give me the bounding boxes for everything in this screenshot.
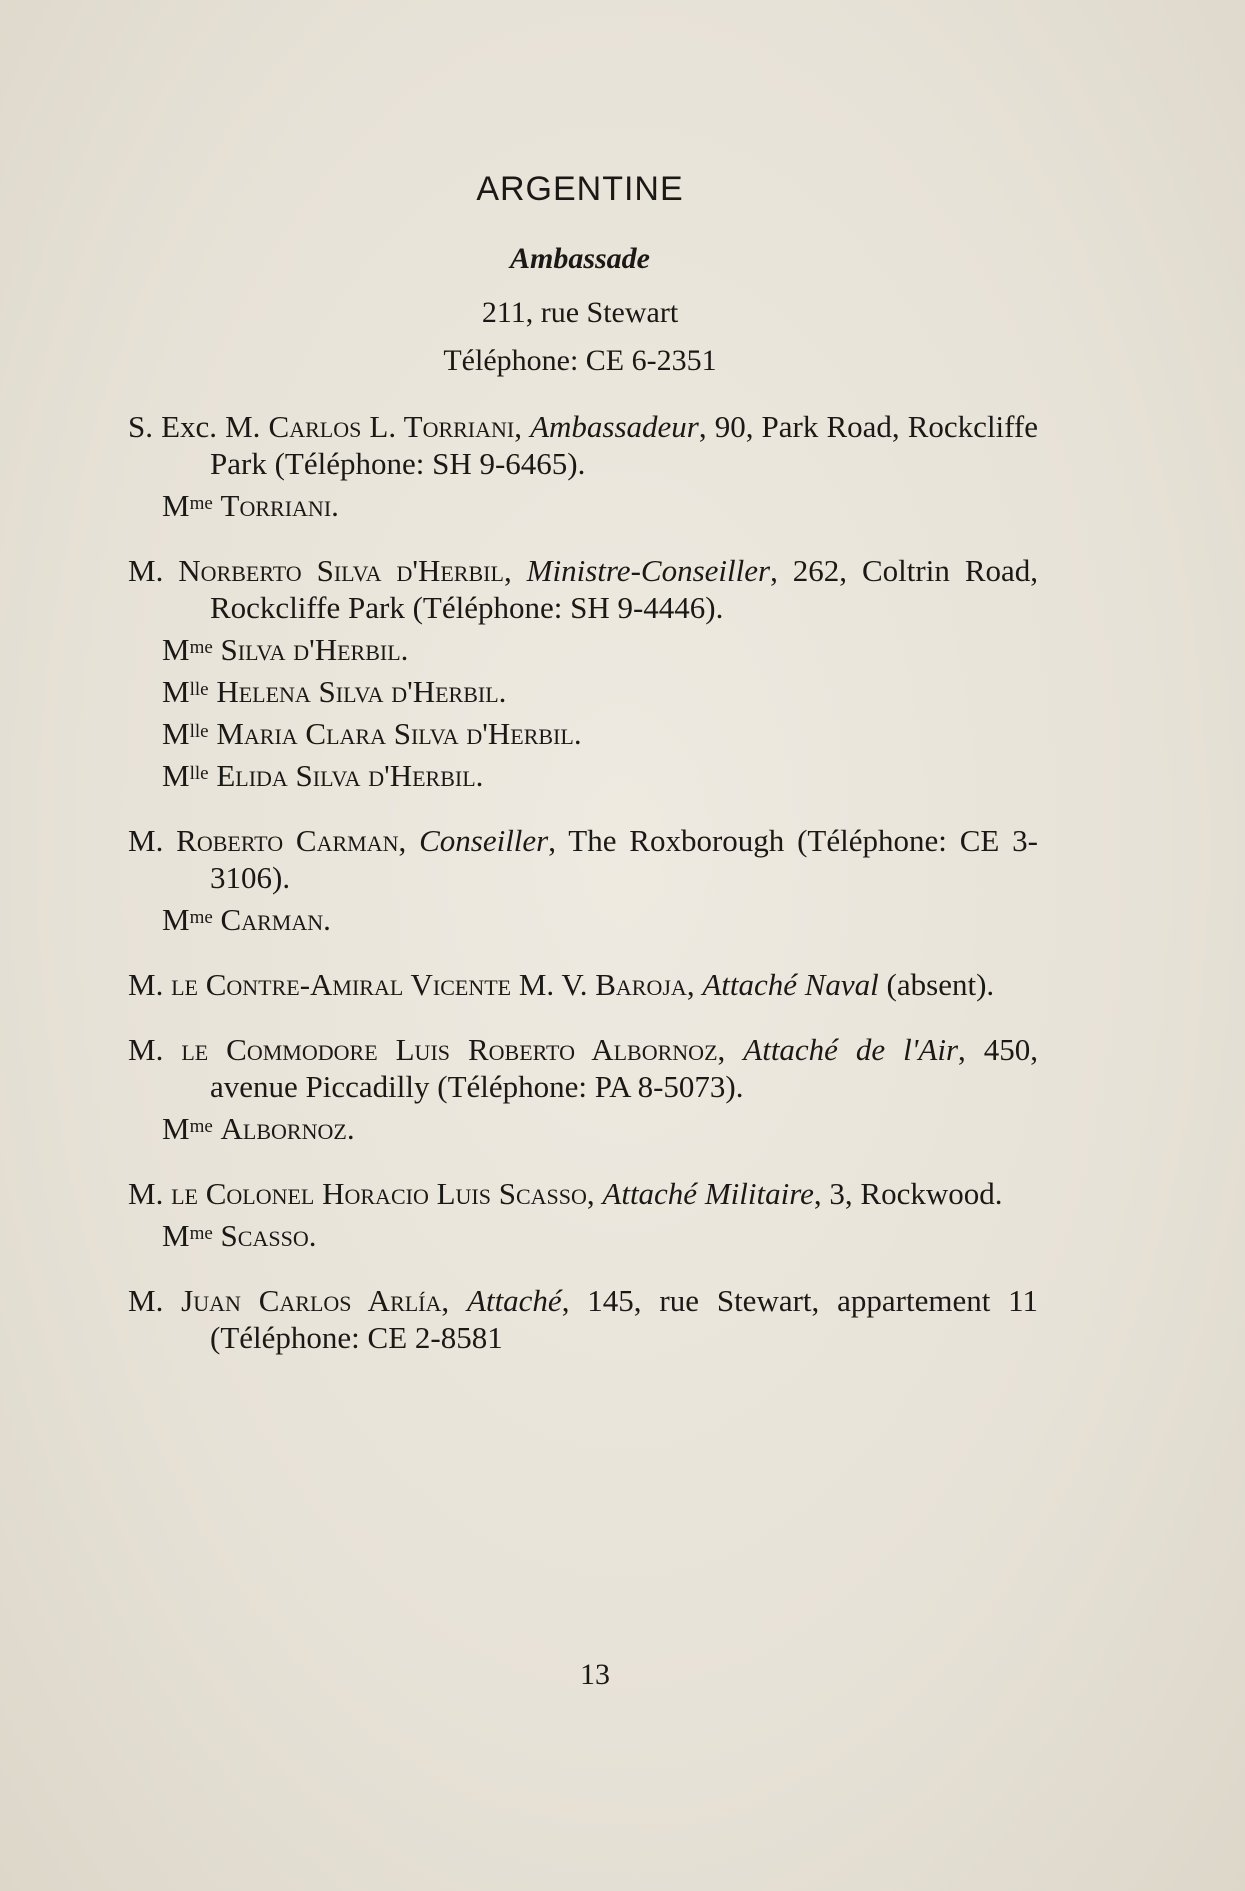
dependent-name: Scasso. xyxy=(220,1218,317,1253)
staff-title: Ambassadeur xyxy=(530,409,699,444)
dependent-honorific: M xyxy=(162,632,190,667)
dependent-entry xyxy=(128,1218,1038,1254)
staff-title: Attaché Naval xyxy=(702,967,879,1002)
entry-separator: , xyxy=(514,409,531,444)
dependent-name: Maria Clara Silva d'Herbil. xyxy=(216,716,582,751)
entry-prefix: M. xyxy=(128,967,172,1002)
mission-type: Ambassade xyxy=(509,242,650,275)
dependent-entry xyxy=(128,632,1038,668)
mission-phone: Téléphone: CE 6-2351 xyxy=(443,344,717,377)
dependent-name: Torriani. xyxy=(220,488,339,523)
staff-entry-text xyxy=(128,822,1038,896)
dependent-honorific-suffix: me xyxy=(189,1223,213,1244)
staff-entry xyxy=(128,822,1038,938)
dependent-entry xyxy=(128,488,1038,524)
dependent-honorific: M xyxy=(162,902,190,937)
staff-entry xyxy=(128,1175,1038,1254)
staff-name: Carlos L. Torriani xyxy=(268,409,515,444)
entry-separator: , xyxy=(398,823,420,858)
dependent-name: Carman. xyxy=(220,902,331,937)
staff-title: Ministre-Conseiller xyxy=(526,553,771,588)
staff-title: Attaché Militaire xyxy=(602,1176,814,1211)
dependent-honorific-suffix: lle xyxy=(189,679,209,700)
dependent-name: Albornoz. xyxy=(220,1111,355,1146)
entry-prefix: M. xyxy=(128,1032,182,1067)
staff-list xyxy=(128,408,1038,1384)
staff-name: le Colonel Horacio Luis Scasso xyxy=(171,1176,587,1211)
staff-entry-text xyxy=(128,966,1038,1003)
dependent-name: Elida Silva d'Herbil. xyxy=(216,758,484,793)
staff-entry-text xyxy=(128,408,1038,482)
staff-title: Conseiller xyxy=(419,823,549,858)
staff-details: (absent). xyxy=(878,967,995,1002)
dependent-honorific: M xyxy=(162,1111,190,1146)
staff-name: Juan Carlos Arlía xyxy=(181,1283,442,1318)
staff-title: Attaché xyxy=(467,1283,562,1318)
dependent-honorific: M xyxy=(162,758,190,793)
staff-name: le Contre-Amiral Vicente M. V. Baroja xyxy=(171,967,687,1002)
dependent-name: Silva d'Herbil. xyxy=(220,632,409,667)
country-heading: ARGENTINE xyxy=(476,170,684,208)
dependent-honorific: M xyxy=(162,716,190,751)
dependent-honorific: M xyxy=(162,488,190,523)
staff-name: Norberto Silva d'Herbil xyxy=(178,553,504,588)
staff-details: , 450, avenue Piccadilly (Téléphone: PA 8-5073). xyxy=(210,1032,1039,1104)
staff-name: le Commodore Luis Roberto Albornoz xyxy=(181,1032,718,1067)
entry-prefix: M. xyxy=(128,1176,172,1211)
dependent-entry xyxy=(128,1111,1038,1147)
staff-entry-text xyxy=(128,1175,1038,1212)
dependent-honorific-suffix: lle xyxy=(189,763,209,784)
staff-entry xyxy=(128,1031,1038,1147)
entry-separator: , xyxy=(503,553,527,588)
entry-separator: , xyxy=(441,1283,468,1318)
staff-name: Roberto Carman xyxy=(176,823,399,858)
dependent-honorific-suffix: me xyxy=(189,1116,213,1137)
entry-separator: , xyxy=(717,1032,744,1067)
staff-entry xyxy=(128,552,1038,794)
entry-prefix: M. xyxy=(128,553,179,588)
mission-address: 211, rue Stewart xyxy=(481,296,679,329)
entry-prefix: M. xyxy=(128,823,177,858)
staff-details: , 90, Park Road, Rockcliffe Park (Téléphone: SH 9-6465). xyxy=(210,409,1039,481)
staff-details: , The Roxborough (Téléphone: CE 3-3106). xyxy=(210,823,1038,895)
dependent-honorific-suffix: lle xyxy=(189,721,209,742)
dependent-honorific: M xyxy=(162,674,190,709)
staff-entry xyxy=(128,1282,1038,1356)
entry-prefix: M. xyxy=(128,1283,182,1318)
dependent-honorific: M xyxy=(162,1218,190,1253)
dependent-honorific-suffix: me xyxy=(189,907,213,928)
entry-separator: , xyxy=(586,1176,603,1211)
staff-entry xyxy=(128,966,1038,1003)
dependent-entry xyxy=(128,716,1038,752)
staff-details: , 145, rue Stewart, appartement 11 (Téléphone: CE 2-8581 xyxy=(210,1283,1039,1355)
page-number: 13 xyxy=(580,1658,610,1691)
staff-title: Attaché de l'Air xyxy=(743,1032,959,1067)
staff-details: , 262, Coltrin Road, Rockcliffe Park (Téléphone: SH 9-4446). xyxy=(210,553,1039,625)
entry-prefix: S. Exc. M. xyxy=(128,409,269,444)
dependent-honorific-suffix: me xyxy=(189,637,213,658)
dependent-entry xyxy=(128,902,1038,938)
staff-entry-text xyxy=(128,552,1038,626)
staff-details: , 3, Rockwood. xyxy=(813,1176,1003,1211)
dependent-name: Helena Silva d'Herbil. xyxy=(216,674,507,709)
entry-separator: , xyxy=(686,967,703,1002)
staff-entry-text xyxy=(128,1031,1038,1105)
dependent-entry xyxy=(128,758,1038,794)
dependent-entry xyxy=(128,674,1038,710)
staff-entry-text xyxy=(128,1282,1038,1356)
dependent-honorific-suffix: me xyxy=(189,493,213,514)
staff-entry xyxy=(128,408,1038,524)
